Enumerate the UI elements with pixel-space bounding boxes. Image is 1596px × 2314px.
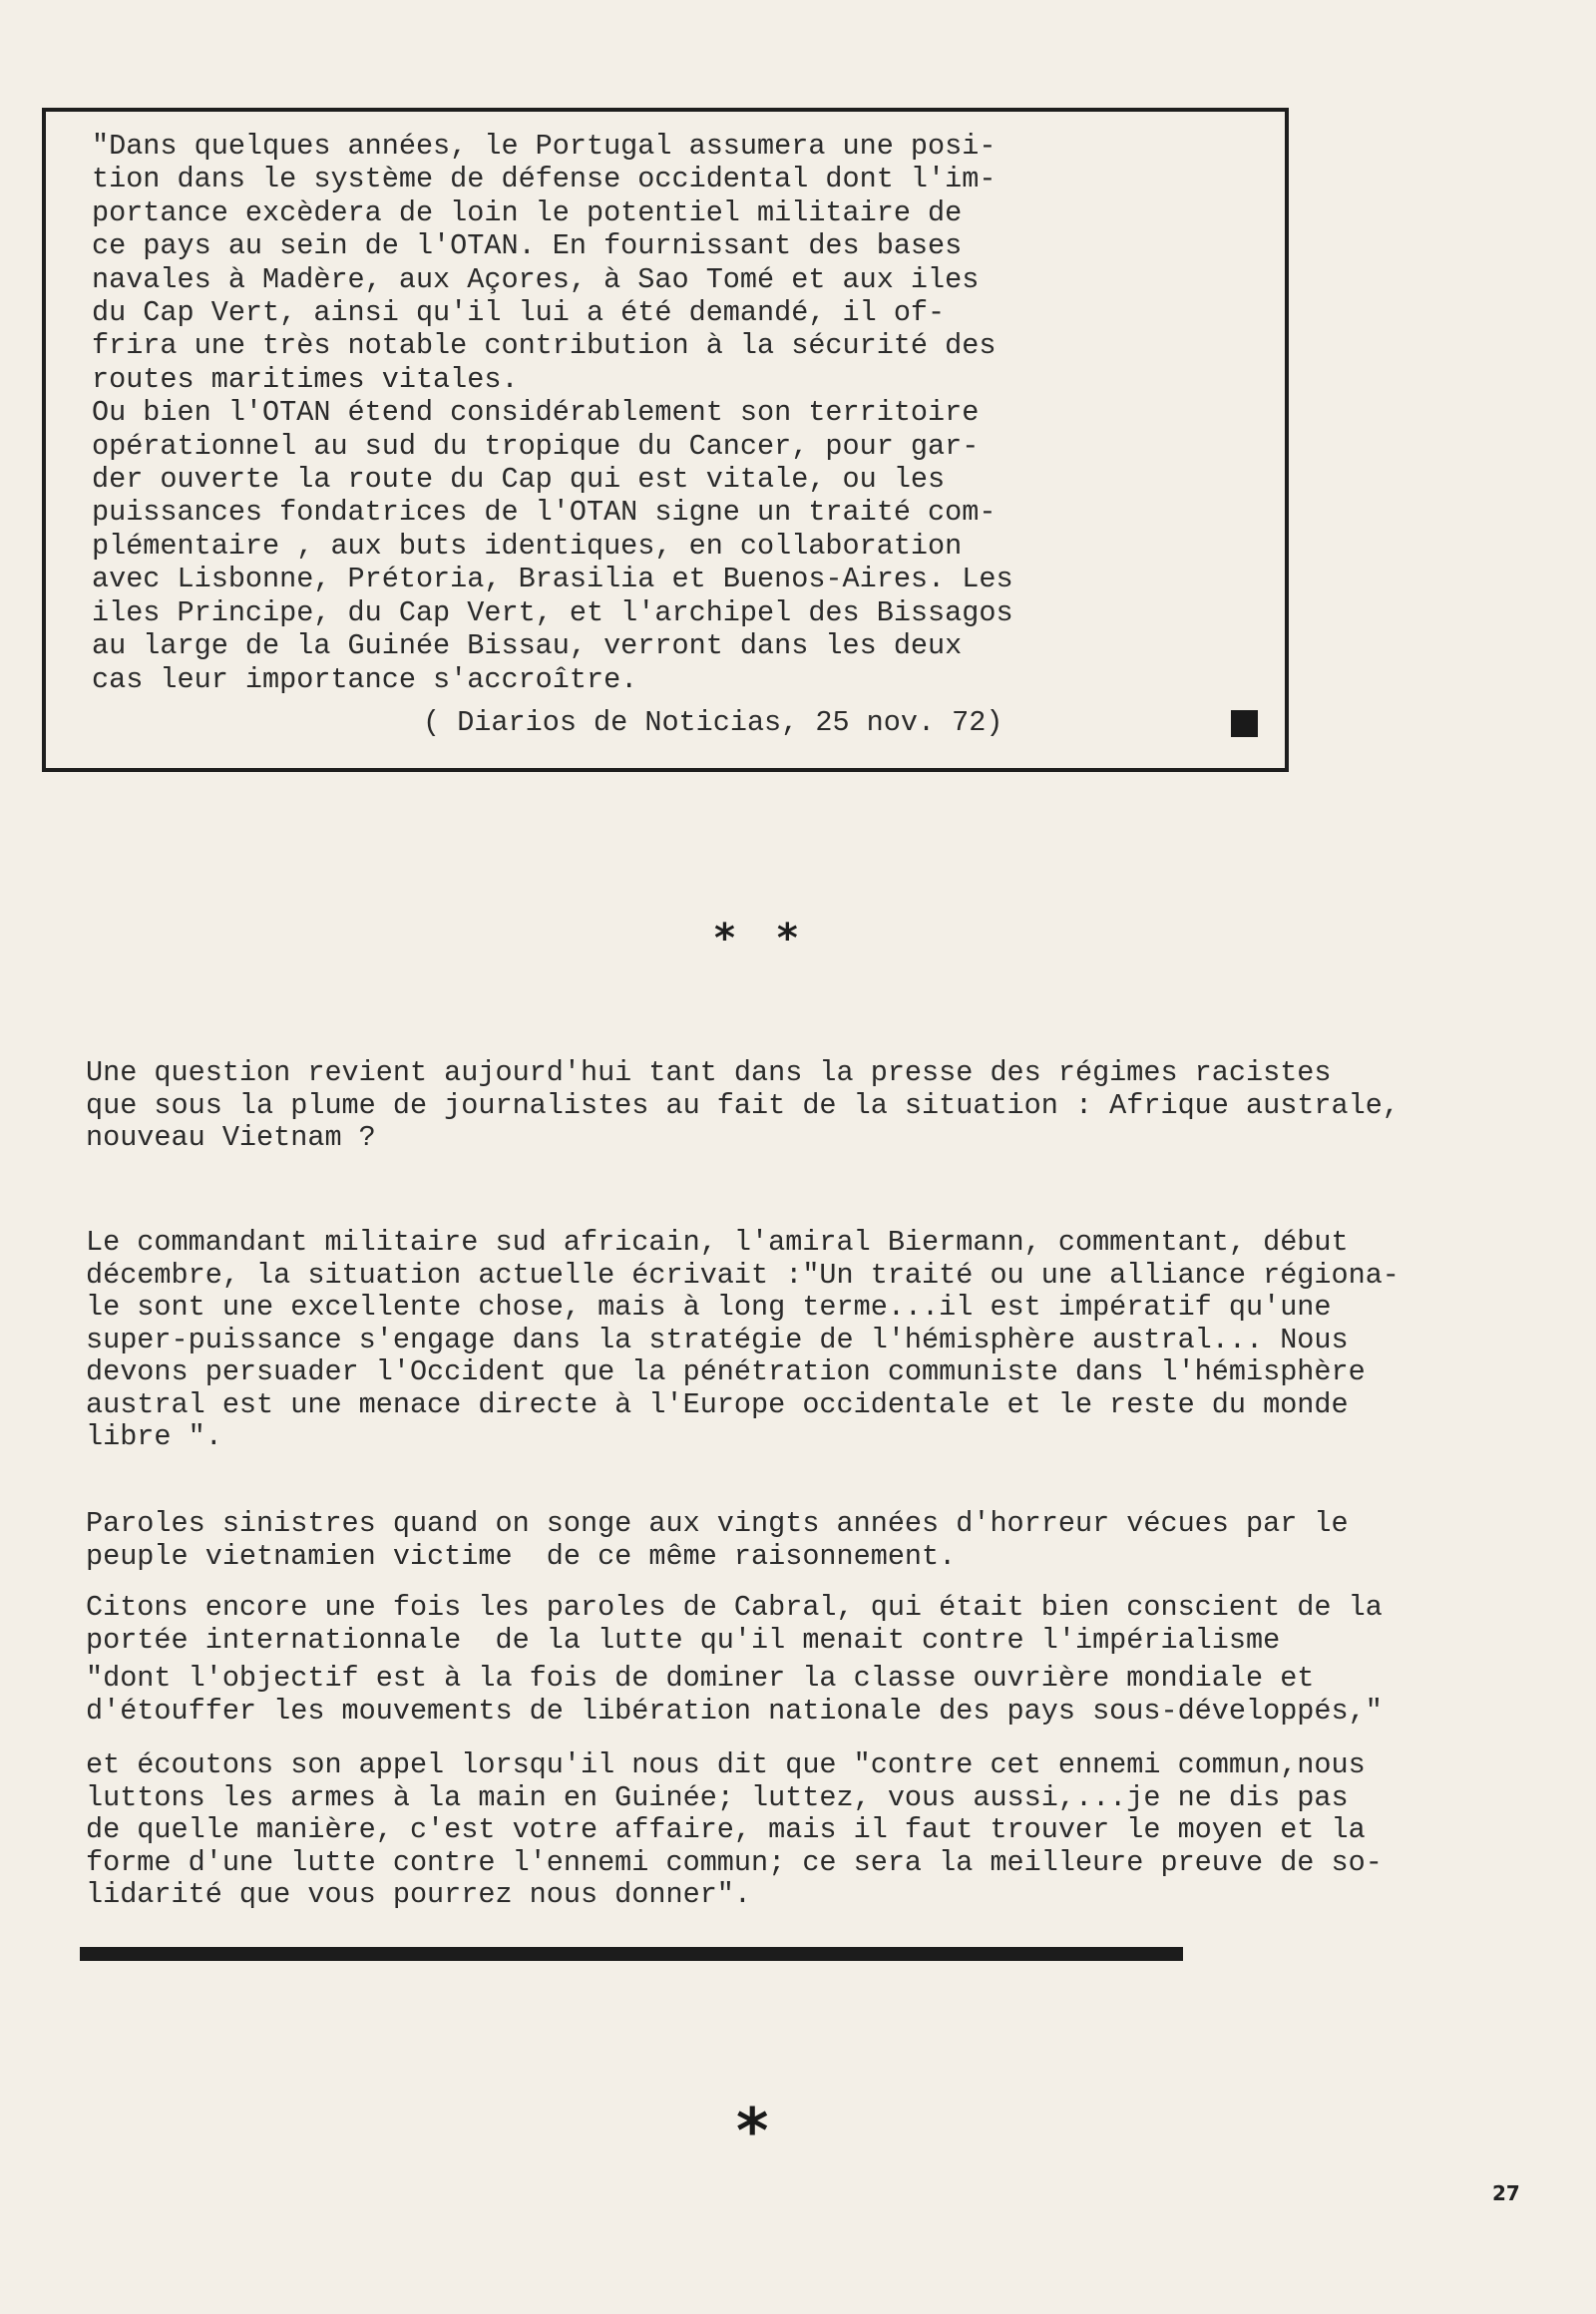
- paragraph-line: "dont l'objectif est à la fois de dominer la classe ouvrière mondiale et: [86, 1662, 1315, 1695]
- paragraph-biermann: [86, 1227, 1572, 1454]
- paragraph-line: Paroles sinistres quand on songe aux vingts années d'horreur vécues par le: [86, 1507, 1349, 1540]
- paragraph-line: Le commandant militaire sud africain, l'amiral Biermann, commentant, début: [86, 1226, 1349, 1259]
- paragraph-line: et écoutons son appel lorsqu'il nous dit que "contre cet ennemi commun,nous: [86, 1748, 1366, 1781]
- quote-line: der ouverte la route du Cap qui est vitale, ou les: [92, 463, 946, 497]
- horizontal-rule: [80, 1947, 1183, 1961]
- paragraph-line: d'étouffer les mouvements de libération nationale des pays sous-développés,": [86, 1694, 1383, 1728]
- page-number: 27: [1492, 2181, 1520, 2205]
- quote-line: Ou bien l'OTAN étend considérablement son territoire: [92, 396, 980, 430]
- paragraph-line: le sont une excellente chose, mais à long terme...il est impératif qu'une: [86, 1291, 1332, 1324]
- paragraph-cabral: [86, 1592, 1572, 1728]
- end-of-quote-square-icon: [1231, 710, 1258, 737]
- paragraph-line: portée internationnale de la lutte qu'il menait contre l'impérialisme: [86, 1623, 1281, 1657]
- paragraph-line: devons persuader l'Occident que la pénétration communiste dans l'hémisphère: [86, 1355, 1366, 1388]
- quote-line: au large de la Guinée Bissau, verront dans les deux: [92, 629, 963, 663]
- paragraph-line: peuple vietnamien victime de ce même raisonnement.: [86, 1539, 957, 1573]
- quote-line: du Cap Vert, ainsi qu'il lui a été demandé, il of-: [92, 296, 946, 330]
- paragraph-line: nouveau Vietnam ?: [86, 1121, 376, 1154]
- quote-line: opérationnel au sud du tropique du Cancer, pour gar-: [92, 429, 980, 463]
- quote-line: avec Lisbonne, Prétoria, Brasilia et Buenos-Aires. Les: [92, 563, 1013, 596]
- quote-line: navales à Madère, aux Açores, à Sao Tomé et aux iles: [92, 262, 980, 296]
- quote-line: puissances fondatrices de l'OTAN signe un traité com-: [92, 496, 997, 530]
- paragraph-line: décembre, la situation actuelle écrivait :"Un traité ou une alliance régiona-: [86, 1258, 1399, 1292]
- quote-line: cas leur importance s'accroître.: [92, 662, 638, 696]
- paragraph-paroles-sinistres: [86, 1508, 1572, 1573]
- paragraph-line: que sous la plume de journalistes au fait de la situation : Afrique australe,: [86, 1088, 1399, 1122]
- paragraph-line: lidarité que vous pourrez nous donner".: [86, 1878, 752, 1911]
- paragraph-line: austral est une menace directe à l'Europe occidentale et le reste du monde: [86, 1387, 1349, 1421]
- paragraph-line: Une question revient aujourd'hui tant dans la presse des régimes racistes: [86, 1056, 1332, 1089]
- paragraph-line: forme d'une lutte contre l'ennemi commun; ce sera la meilleure preuve de so-: [86, 1845, 1383, 1879]
- quote-line: "Dans quelques années, le Portugal assumera une posi-: [92, 130, 997, 163]
- quote-line: routes maritimes vitales.: [92, 362, 519, 396]
- quote-line: portance excèdera de loin le potentiel militaire de: [92, 195, 963, 229]
- quote-citation: ( Diarios de Noticias, 25 nov. 72): [423, 706, 1003, 739]
- quote-line: plémentaire , aux buts identiques, en collaboration: [92, 529, 963, 563]
- paragraph-line: libre ".: [86, 1420, 222, 1453]
- quote-line: iles Principe, du Cap Vert, et l'archipel des Bissagos: [92, 595, 1013, 629]
- quote-text: [92, 130, 1269, 696]
- end-separator-star: *: [736, 2095, 769, 2167]
- paragraph-line: de quelle manière, c'est votre affaire, mais il faut trouver le moyen et la: [86, 1813, 1366, 1846]
- paragraph-question: [86, 1057, 1572, 1155]
- quote-line: ce pays au sein de l'OTAN. En fournissant des bases: [92, 229, 963, 263]
- section-separator-stars: * *: [714, 916, 812, 962]
- paragraph-line: luttons les armes à la main en Guinée; luttez, vous aussi,...je ne dis pas: [86, 1780, 1349, 1814]
- paragraph-line: super-puissance s'engage dans la stratégie de l'hémisphère austral... Nous: [86, 1323, 1349, 1356]
- paragraph-line: Citons encore une fois les paroles de Cabral, qui était bien conscient de la: [86, 1591, 1383, 1624]
- paragraph-appel: [86, 1749, 1572, 1912]
- quote-line: tion dans le système de défense occidental dont l'im-: [92, 163, 997, 196]
- quote-box: [42, 108, 1289, 772]
- quote-line: frira une très notable contribution à la sécurité des: [92, 329, 997, 363]
